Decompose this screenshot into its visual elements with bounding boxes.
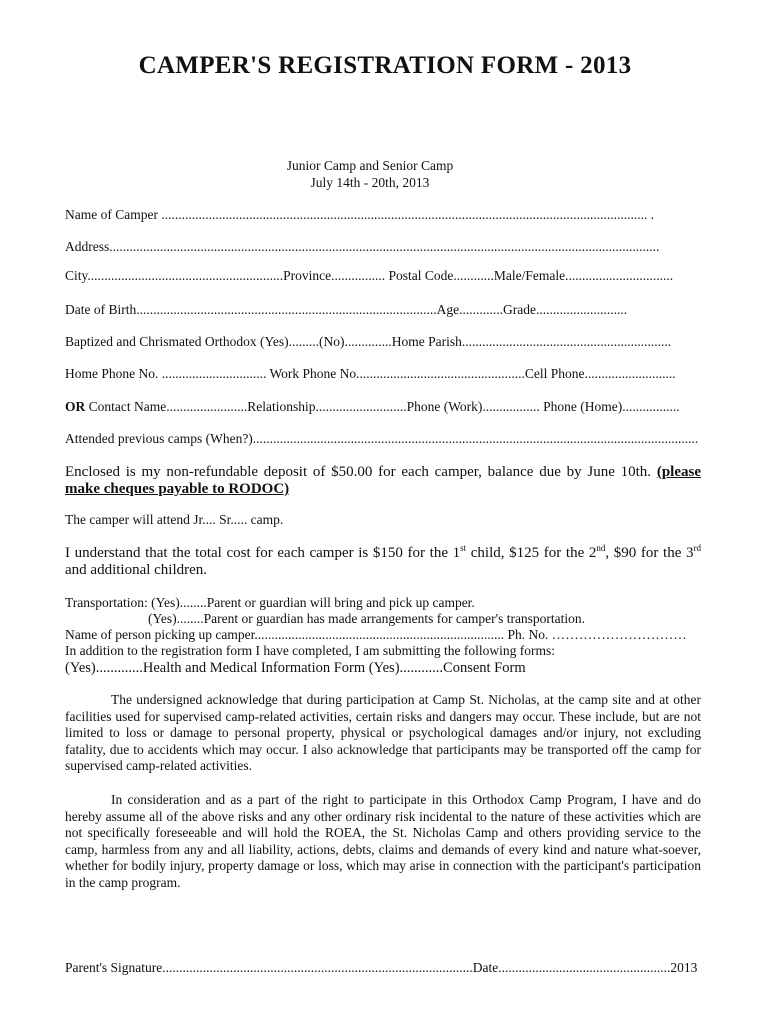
camper-name-field[interactable]: Name of Camper ................................................................................................................................................ . [65, 207, 655, 222]
signature-date-field[interactable]: Parent's Signature............................................................................................Date...................................................2013 [65, 960, 698, 975]
waiver-paragraph-2: In consideration and as a part of the right to participate in this Orthodox Camp Program, I have and do hereby assume all of the above risks and any other ordinary risk incidental to the nature of these activities which are not specifically foreseeable and will hold the ROEA, the St. Nicholas Camp and others providing service to the camp, harmless from any and all liability, actions, debts, claims and demands of every kind and nature what-soever, whether for bodily injury, property damage or loss, which may arise in connection with the participant's participation in the camp program. [65, 792, 701, 890]
forms-checklist[interactable]: (Yes).............Health and Medical Information Form (Yes)............Consent Form [65, 660, 526, 676]
pickup-person-field[interactable]: Name of person picking up camper.......................................................................... Ph. No. ………………………… [65, 627, 687, 642]
city-province-field[interactable]: City..........................................................Province................ Postal Code............Male/Female................................ [65, 268, 674, 283]
cost-text-2: child, $125 for the 2 [466, 545, 597, 561]
deposit-paragraph [65, 464, 701, 498]
transport-option-1[interactable]: Transportation: (Yes)........Parent or guardian will bring and pick up camper. [65, 595, 475, 610]
waiver-paragraph-1: The undersigned acknowledge that during participation at Camp St. Nicholas, at the camp site and at other facilities used for supervised camp-related activities, certain risks and dangers may occur. These include, but are not limited to loss or damage to personal property, physical or psychological damages and/or injury, not excluding fatality, due to accidents which may occur. I also acknowledge that participants may be transported off the camp for supervised camp-related activities. [65, 692, 701, 773]
baptized-parish-field[interactable]: Baptized and Chrismated Orthodox (Yes).........(No)..............Home Parish.............................................................. [65, 334, 672, 349]
cost-text-4: and additional children. [65, 562, 208, 578]
form-title: CAMPER'S REGISTRATION FORM - 2013 [138, 52, 632, 79]
cheque-payable-note: (please make cheques payable to RODOC) [65, 464, 701, 497]
birth-age-grade-field[interactable]: Date of Birth.........................................................................................Age.............Grade........................... [65, 302, 628, 317]
ordinal-2: nd [596, 543, 606, 553]
address-field[interactable]: Address................................................................................................................................................................... [65, 239, 660, 254]
contact-field-text: Contact Name........................Relationship...........................Phone (Work)................. Phone (Home)................. [85, 399, 680, 414]
previous-camps-field[interactable]: Attended previous camps (When?).................................................................................................................................... [65, 431, 699, 446]
ordinal-3: rd [693, 543, 701, 553]
transport-option-2[interactable]: (Yes)........Parent or guardian has made arrangements for camper's transportation. [148, 611, 586, 626]
camp-attendance-field[interactable]: The camper will attend Jr.... Sr..... camp. [65, 512, 284, 527]
ordinal-1: st [460, 543, 467, 553]
cost-text-1: I understand that the total cost for each camper is $150 for the 1 [65, 545, 461, 561]
forms-submitted-note: In addition to the registration form I have completed, I am submitting the following forms: [65, 643, 556, 658]
deposit-text: Enclosed is my non-refundable deposit of $50.00 for each camper, balance due by June 10th. [65, 464, 657, 480]
camp-dates: July 14th - 20th, 2013 [310, 175, 430, 190]
or-label: OR [65, 399, 86, 414]
camp-type: Junior Camp and Senior Camp [286, 158, 454, 173]
phone-numbers-field[interactable]: Home Phone No. ............................... Work Phone No..................................................Cell Phone........................... [65, 366, 676, 381]
contact-field[interactable] [65, 399, 701, 415]
cost-text-3: , $90 for the 3 [605, 545, 694, 561]
cost-paragraph [65, 545, 701, 579]
